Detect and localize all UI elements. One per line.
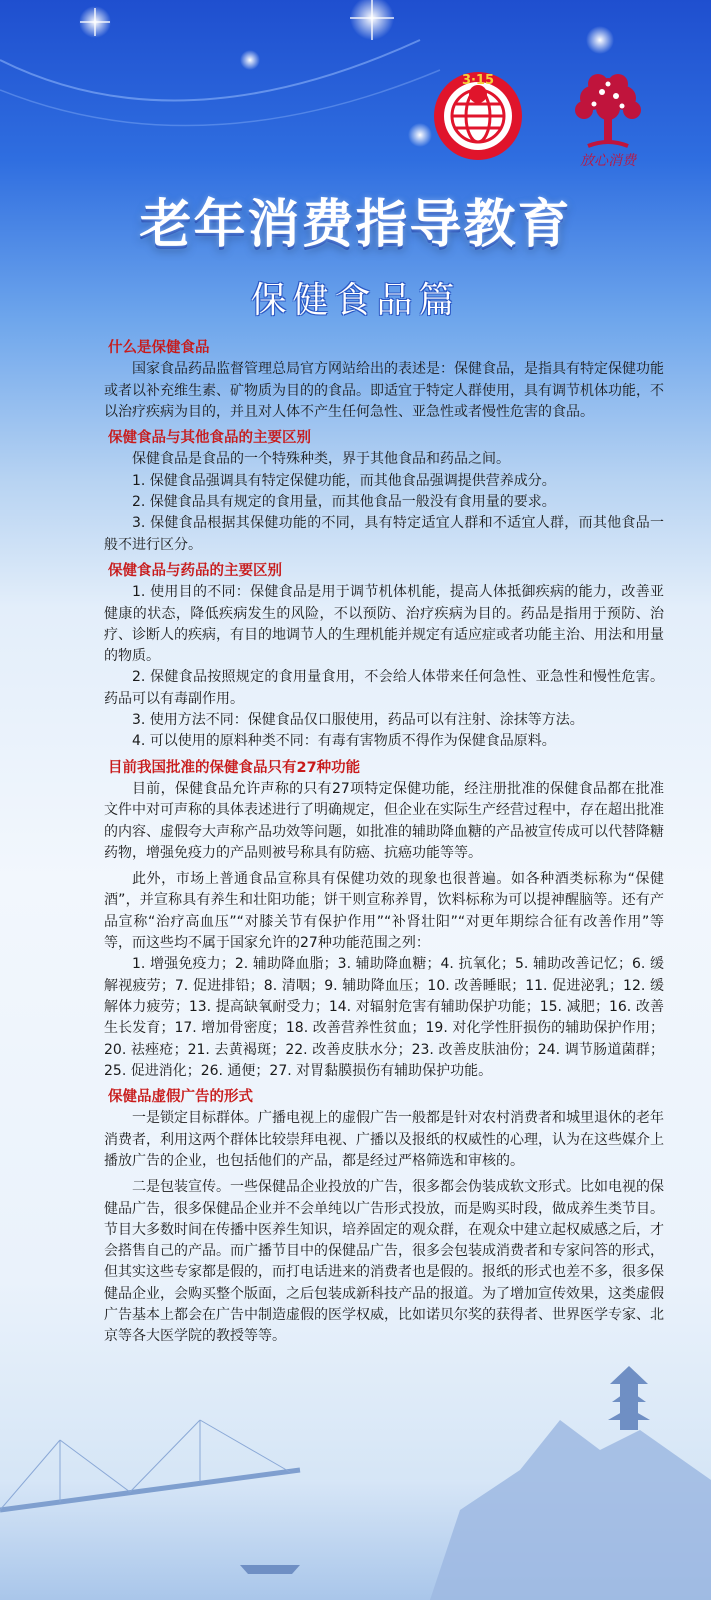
paragraph: 1. 保健食品强调具有特定保健功能，而其他食品强调提供营养成分。 (132, 472, 556, 489)
paragraph: 2. 保健食品按照规定的食用量食用，不会给人体带来任何急性、亚急性和慢性危害。药品可以有毒副作用。 (104, 669, 664, 707)
paragraph: 3. 使用方法不同：保健食品仅口服使用，药品可以有注射、涂抹等方法。 (132, 712, 584, 729)
paragraph: 4. 可以使用的原料种类不同：有毒有害物质不得作为保健食品原料。 (132, 733, 556, 750)
paragraph: 1. 使用目的不同：保健食品是用于调节机体机能，提高人体抵御疾病的能力，改善亚健康的状态，降低疾病发生的风险，不以预防、治疗疾病为目的。药品是指用于预防、治疗、诊断人的疾病，有目的地调节人的生理机能并规定有适应症或者功能主治、用法和用量的物质。 (104, 584, 664, 665)
paragraph: 保健食品是食品的一个特殊种类，界于其他食品和药品之间。 (132, 451, 510, 468)
paragraph: 3. 保健食品根据其保健功能的不同，具有特定适宜人群和不适宜人群，而其他食品一般不进行区分。 (104, 515, 664, 553)
section-heading: 保健食品与药品的主要区别 (108, 562, 282, 579)
section-heading: 目前我国批准的保健食品只有27种功能 (108, 759, 361, 776)
logo-caption: 放心消费 (580, 153, 636, 169)
paragraph: 2. 保健食品具有规定的食用量，而其他食品一般没有食用量的要求。 (132, 494, 556, 511)
svg-text:3·15: 3·15 (461, 73, 495, 88)
paragraph: 一是锁定目标群体。广播电视上的虚假广告一般都是针对农村消费者和城里退休的老年消费者，利用这两个群体比较崇拜电视、广播以及报纸的权威性的心理，认为在这些媒介上播放广告的企业，也包括他们的产品，都是经过严格筛选和审核的。 (104, 1110, 664, 1169)
section-heading: 保健品虚假广告的形式 (108, 1089, 253, 1106)
section-heading: 什么是保健食品 (108, 340, 210, 356)
article-body (104, 338, 664, 1348)
paragraph: 目前，保健食品允许声称的只有27项特定保健功能，经注册批准的保健食品都在批准文件中对可声称的具体表述进行了明确规定，但企业在实际生产经营过程中，存在超出批准的内容、虚假夸大声称产品功效等问题，如批准的辅助降血糖的产品被宣传成可以代替降糖药物，增强免疫力的产品则被号称具有防癌、抗癌功能等等。 (104, 780, 664, 861)
page-title: 老年消费指导教育 (139, 195, 572, 255)
paragraph: 此外，市场上普通食品宣称具有保健功效的现象也很普遍。如各种酒类标称为“保健酒”，并宣称具有养生和壮阳功能；饼干则宣称养胃，饮料标称为可以提神醒脑等。还有产品宣称“治疗高血压”“对膝关节有保护作用”“补肾壮阳”“对更年期综合征有改善作用”等等，而这些均不属于国家允许的27种功能范围之列： (104, 871, 664, 952)
bridge-pagoda-scenery (0, 1360, 711, 1600)
consumer-rights-logo (428, 64, 528, 164)
paragraph: 二是包装宣传。一些保健品企业投放的广告，很多都会伪装成软文形式。比如电视的保健品广告，很多保健品企业并不会单纯以广告形式投放，而是购买时段，做成养生类节目。节目大多数时间在传播中医养生知识，培养固定的观众群，在观众中建立起权威感之后，才会搭售自己的产品。而广播节目中的保健品广告，很多会包装成消费者和专家问答的形式，但其实这些专家都是假的，而打电话进来的消费者也是假的。报纸的形式也差不多，很多保健品企业，会购买整个版面，之后包装成新科技产品的报道。为了增加宣传效果，这类虚假广告基本上都会在广告中制造虚假的医学权威，比如诺贝尔奖的获得者、世界医学专家、北京等各大医学院的教授等等。 (104, 1179, 664, 1345)
page-subtitle: 保健食品篇 (250, 280, 461, 321)
paragraph: 1. 增强免疫力；2. 辅助降血脂；3. 辅助降血糖；4. 抗氧化；5. 辅助改善记忆；6. 缓解视疲劳；7. 促进排铅；8. 清咽；9. 辅助降血压；10. 改善睡眠；11. 促进泌乳；12. 缓解体力疲劳；13. 提高缺氧耐受力；14. 对辐射危害有辅助保护功能；15. 减肥；16. 改善生长发育；17. 增加骨密度；18. 改善营养性贫血；19. 对化学性肝损伤的辅助保护作用；20. 祛痤疮；21. 去黄褐斑；22. 改善皮肤水分；23. 改善皮肤油份；24. 调节肠道菌群；25. 促进消化；26. 通便；27. 对胃黏膜损伤有辅助保护功能。 (104, 956, 664, 1079)
section-heading: 保健食品与其他食品的主要区别 (108, 430, 311, 447)
paragraph: 国家食品药品监督管理总局官方网站给出的表述是：保健食品，是指具有特定保健功能或者以补充维生素、矿物质为目的的食品。即适宜于特定人群使用，具有调节机体功能，不以治疗疾病为目的，并且对人体不产生任何急性、亚急性或者慢性危害的食品。 (104, 361, 664, 420)
trust-consumption-tree-logo (558, 62, 658, 162)
